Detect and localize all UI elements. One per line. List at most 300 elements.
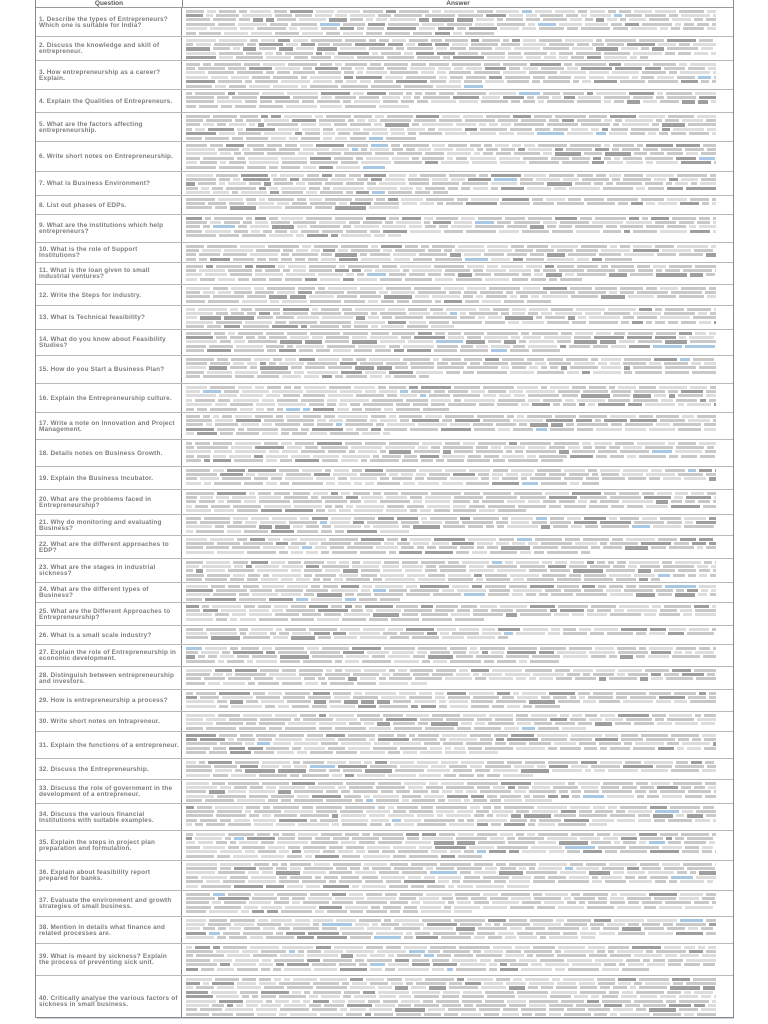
illegible-word [442, 897, 453, 900]
illegible-word [434, 538, 465, 541]
illegible-word [335, 660, 342, 663]
illegible-word [231, 358, 251, 361]
question-column-header: Question [36, 0, 183, 7]
illegible-word [628, 403, 642, 406]
illegible-word [346, 230, 367, 233]
illegible-word [216, 814, 246, 817]
illegible-word [681, 455, 697, 458]
illegible-word [613, 27, 628, 30]
illegible-word [699, 574, 707, 577]
illegible-word [434, 390, 445, 393]
illegible-word [546, 419, 573, 422]
illegible-word [550, 569, 570, 572]
illegible-word [588, 469, 597, 472]
illegible-word [393, 846, 416, 849]
illegible-word [659, 906, 682, 909]
illegible-word [455, 618, 484, 621]
illegible-word [220, 786, 231, 789]
illegible-word [623, 765, 653, 768]
illegible-word [714, 496, 716, 499]
illegible-word [674, 651, 682, 654]
illegible-word [229, 936, 247, 939]
illegible-word [691, 182, 697, 185]
illegible-word [541, 542, 572, 545]
illegible-word [448, 578, 473, 581]
illegible-word [590, 923, 604, 926]
illegible-word [507, 761, 522, 764]
illegible-word [209, 751, 227, 754]
illegible-word [597, 609, 611, 612]
illegible-word [305, 132, 320, 135]
illegible-word [692, 542, 706, 545]
illegible-word [491, 187, 498, 190]
illegible-word [439, 565, 466, 568]
illegible-word [323, 132, 335, 135]
illegible-word [186, 312, 213, 315]
illegible-word [713, 819, 716, 822]
illegible-word [479, 123, 486, 126]
question-cell: 29. How is entrepreneurship a process? [36, 690, 182, 711]
illegible-word [293, 492, 310, 495]
illegible-word [622, 123, 649, 126]
illegible-word [414, 119, 436, 122]
illegible-word [614, 841, 620, 844]
illegible-text-line [186, 605, 729, 608]
illegible-word [554, 442, 579, 445]
illegible-word [238, 386, 252, 389]
illegible-word [619, 10, 631, 13]
illegible-word [325, 673, 350, 676]
illegible-word [218, 278, 235, 281]
illegible-word [186, 647, 202, 650]
illegible-word [467, 366, 498, 369]
table-row [36, 804, 733, 831]
illegible-text-line [186, 618, 729, 621]
illegible-word [681, 833, 709, 836]
illegible-word [596, 47, 618, 50]
illegible-word [543, 399, 562, 402]
illegible-word [386, 509, 407, 512]
illegible-word [665, 371, 689, 374]
illegible-word [701, 47, 713, 50]
illegible-word [386, 287, 411, 290]
illegible-word [334, 157, 353, 160]
illegible-word [325, 198, 352, 201]
illegible-word [688, 790, 711, 793]
illegible-word [450, 253, 461, 256]
illegible-word [709, 841, 715, 844]
illegible-word [280, 459, 292, 462]
illegible-word [514, 790, 526, 793]
illegible-word [624, 230, 630, 233]
illegible-word [640, 677, 648, 680]
illegible-word [533, 946, 555, 949]
illegible-word [420, 509, 431, 512]
illegible-word [603, 187, 633, 190]
illegible-word [332, 1000, 345, 1003]
illegible-word [367, 273, 386, 276]
illegible-word [362, 885, 386, 888]
illegible-word [257, 569, 288, 572]
question-cell: 21. Why do monitoring and evaluating Business? [36, 515, 182, 535]
illegible-word [310, 819, 317, 822]
illegible-text-line [186, 714, 729, 717]
illegible-word [341, 245, 368, 248]
illegible-word [486, 14, 506, 17]
table-row [36, 944, 733, 976]
illegible-word [327, 399, 337, 402]
illegible-word [263, 574, 269, 577]
illegible-word [382, 850, 395, 853]
illegible-text-line [186, 249, 729, 252]
illegible-word [200, 819, 217, 822]
illegible-word [266, 747, 289, 750]
illegible-text-line [186, 761, 729, 764]
illegible-word [585, 312, 601, 315]
illegible-text-line [186, 841, 729, 844]
illegible-word [699, 647, 710, 650]
illegible-word [186, 300, 205, 303]
illegible-word [425, 500, 450, 503]
illegible-word [654, 819, 665, 822]
illegible-word [466, 202, 497, 205]
illegible-word [313, 982, 339, 985]
illegible-word [195, 128, 205, 131]
illegible-word [308, 696, 331, 699]
illegible-word [329, 714, 354, 717]
illegible-word [281, 578, 293, 581]
illegible-word [307, 959, 320, 962]
illegible-word [414, 96, 420, 99]
illegible-word [448, 901, 454, 904]
illegible-word [186, 546, 203, 549]
illegible-word [678, 428, 701, 431]
illegible-word [611, 423, 622, 426]
illegible-word [371, 415, 386, 418]
illegible-word [286, 408, 300, 411]
illegible-word [617, 673, 625, 676]
illegible-word [706, 253, 716, 256]
illegible-word [186, 742, 217, 745]
illegible-word [541, 986, 553, 989]
illegible-word [343, 332, 368, 335]
illegible-word [545, 492, 569, 495]
illegible-word [380, 477, 389, 480]
illegible-word [245, 265, 253, 268]
illegible-word [392, 39, 406, 42]
illegible-word [556, 986, 577, 989]
illegible-word [250, 786, 263, 789]
illegible-word [431, 722, 458, 725]
illegible-word [403, 269, 409, 272]
illegible-word [645, 669, 669, 672]
illegible-word [306, 565, 319, 568]
illegible-word [707, 148, 716, 151]
illegible-word [393, 810, 406, 813]
answer-cell [182, 285, 733, 305]
illegible-word [431, 403, 445, 406]
illegible-word [338, 415, 368, 418]
illegible-word [471, 39, 479, 42]
illegible-word [709, 923, 716, 926]
illegible-word [464, 593, 485, 596]
illegible-word [335, 96, 356, 99]
illegible-word [260, 100, 272, 103]
illegible-word [242, 995, 249, 998]
table-row [36, 413, 733, 440]
illegible-word [375, 585, 403, 588]
illegible-word [353, 521, 364, 524]
illegible-word [401, 336, 411, 339]
illegible-word [433, 932, 456, 935]
illegible-word [301, 43, 315, 46]
illegible-word [317, 618, 339, 621]
illegible-word [395, 986, 408, 989]
illegible-word [482, 96, 500, 99]
illegible-text-line [186, 669, 729, 672]
illegible-word [484, 1013, 499, 1016]
illegible-text-line [186, 521, 729, 524]
illegible-word [307, 371, 338, 374]
illegible-word [367, 92, 386, 95]
illegible-word [290, 867, 301, 870]
illegible-word [199, 258, 207, 261]
illegible-word [625, 1004, 640, 1007]
illegible-word [633, 312, 661, 315]
illegible-word [323, 850, 335, 853]
illegible-word [620, 1013, 650, 1016]
illegible-word [287, 92, 318, 95]
illegible-word [412, 123, 419, 126]
illegible-word [450, 312, 457, 315]
illegible-word [550, 995, 571, 998]
illegible-word [279, 734, 304, 737]
illegible-word [693, 358, 714, 361]
illegible-word [486, 525, 494, 528]
illegible-word [474, 152, 480, 155]
illegible-word [522, 1013, 532, 1016]
illegible-text-line [186, 500, 729, 503]
illegible-word [438, 27, 454, 30]
illegible-word [230, 308, 238, 311]
illegible-word [300, 814, 329, 817]
illegible-word [249, 790, 275, 793]
illegible-word [186, 795, 214, 798]
illegible-word [352, 148, 358, 151]
illegible-word [208, 682, 220, 685]
illegible-word [509, 442, 517, 445]
illegible-word [651, 651, 671, 654]
illegible-word [639, 39, 664, 42]
illegible-word [547, 258, 574, 261]
illegible-word [245, 321, 272, 324]
illegible-word [701, 722, 715, 725]
illegible-word [645, 67, 661, 70]
illegible-word [656, 415, 679, 418]
illegible-word [186, 517, 201, 520]
illegible-word [655, 880, 666, 883]
illegible-word [300, 538, 326, 541]
illegible-word [231, 446, 252, 449]
illegible-word [247, 578, 258, 581]
illegible-word [564, 63, 572, 66]
illegible-word [224, 325, 240, 328]
illegible-word [483, 386, 514, 389]
illegible-word [446, 202, 463, 205]
illegible-word [279, 995, 306, 998]
illegible-word [581, 394, 610, 397]
illegible-word [575, 542, 597, 545]
illegible-text-line [186, 819, 729, 822]
illegible-word [243, 585, 259, 588]
illegible-word [469, 651, 479, 654]
illegible-word [277, 751, 294, 754]
illegible-word [678, 738, 689, 741]
illegible-word [230, 751, 251, 754]
illegible-word [539, 39, 562, 42]
illegible-word [431, 446, 440, 449]
illegible-word [488, 316, 502, 319]
illegible-word [554, 187, 566, 190]
illegible-word [547, 551, 578, 554]
illegible-word [284, 115, 312, 118]
illegible-word [475, 769, 490, 772]
illegible-word [713, 569, 716, 572]
table-row [36, 891, 733, 917]
illegible-text-line [186, 366, 729, 369]
illegible-word [410, 509, 417, 512]
illegible-word [425, 415, 442, 418]
illegible-word [445, 39, 468, 42]
illegible-word [186, 669, 212, 672]
illegible-word [208, 71, 234, 74]
illegible-text-line [186, 727, 729, 730]
illegible-word [536, 932, 560, 935]
illegible-word [577, 273, 606, 276]
illegible-word [350, 867, 360, 870]
illegible-word [499, 230, 519, 233]
illegible-word [262, 399, 274, 402]
illegible-word [477, 542, 493, 545]
illegible-word [596, 332, 611, 335]
illegible-word [477, 932, 495, 935]
illegible-word [684, 991, 691, 994]
illegible-word [396, 1013, 421, 1016]
illegible-word [420, 718, 443, 721]
illegible-word [315, 855, 339, 858]
illegible-word [408, 786, 423, 789]
illegible-word [281, 910, 312, 913]
illegible-word [520, 295, 528, 298]
illegible-word [528, 446, 546, 449]
illegible-word [587, 609, 594, 612]
illegible-word [311, 841, 338, 844]
illegible-word [304, 561, 324, 564]
illegible-word [496, 521, 508, 524]
illegible-word [522, 901, 541, 904]
illegible-word [433, 660, 447, 663]
illegible-word [583, 538, 609, 541]
illegible-word [615, 67, 642, 70]
illegible-word [462, 182, 488, 185]
illegible-word [409, 225, 422, 228]
illegible-text-line [186, 673, 729, 676]
illegible-word [482, 628, 495, 631]
illegible-word [361, 700, 374, 703]
illegible-word [446, 786, 474, 789]
illegible-word [589, 651, 615, 654]
illegible-word [641, 734, 668, 737]
illegible-word [525, 978, 549, 981]
illegible-word [584, 589, 603, 592]
illegible-word [668, 841, 681, 844]
illegible-word [448, 1008, 476, 1011]
illegible-text-line [186, 128, 729, 131]
illegible-word [319, 714, 326, 717]
illegible-word [532, 655, 560, 658]
illegible-word [576, 52, 601, 55]
illegible-word [629, 846, 659, 849]
illegible-word [312, 1008, 337, 1011]
illegible-word [528, 217, 552, 220]
illegible-word [532, 198, 543, 201]
illegible-word [364, 795, 370, 798]
illegible-word [213, 191, 229, 194]
illegible-word [627, 336, 652, 339]
illegible-word [687, 403, 711, 406]
illegible-word [350, 500, 361, 503]
illegible-word [601, 249, 630, 252]
illegible-word [591, 995, 599, 998]
illegible-word [317, 442, 342, 445]
illegible-word [437, 202, 443, 205]
illegible-word [336, 166, 360, 169]
illegible-word [418, 446, 428, 449]
illegible-word [583, 673, 590, 676]
illegible-word [506, 18, 523, 21]
illegible-word [667, 927, 685, 930]
illegible-word [506, 982, 526, 985]
illegible-word [610, 613, 641, 616]
illegible-word [414, 700, 436, 703]
illegible-word [285, 477, 313, 480]
illegible-word [660, 790, 685, 793]
illegible-word [714, 161, 716, 164]
illegible-word [631, 202, 643, 205]
illegible-word [699, 442, 716, 445]
illegible-word [299, 349, 313, 352]
illegible-word [610, 814, 635, 817]
illegible-word [588, 1008, 610, 1011]
illegible-word [616, 578, 636, 581]
illegible-word [479, 308, 490, 311]
illegible-word [602, 968, 619, 971]
illegible-word [207, 574, 230, 577]
illegible-word [594, 80, 617, 83]
illegible-word [383, 569, 402, 572]
illegible-word [712, 202, 716, 205]
illegible-word [542, 574, 566, 577]
illegible-word [345, 774, 354, 777]
illegible-word [301, 230, 319, 233]
illegible-word [634, 982, 642, 985]
illegible-word [224, 901, 246, 904]
illegible-word [483, 152, 493, 155]
illegible-word [587, 906, 614, 909]
illegible-word [219, 182, 225, 185]
illegible-word [336, 867, 347, 870]
illegible-word [381, 300, 394, 303]
